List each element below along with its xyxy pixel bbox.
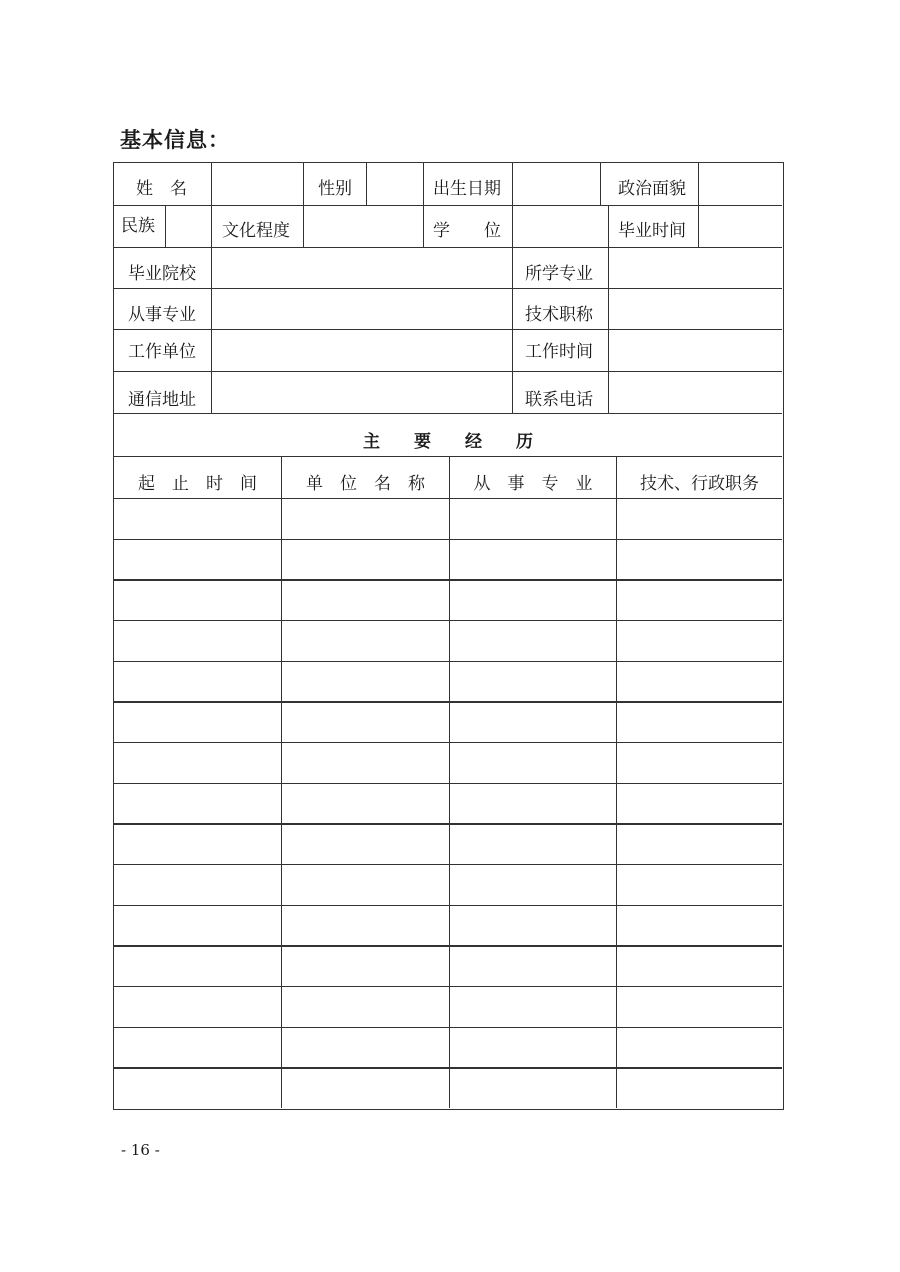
unit-name-cell[interactable] bbox=[283, 866, 448, 903]
degree-field[interactable] bbox=[513, 206, 607, 246]
phone-label: 联系电话 bbox=[525, 390, 593, 410]
unit-name-cell[interactable] bbox=[283, 703, 448, 740]
profession-cell[interactable] bbox=[451, 663, 615, 700]
profession-cell[interactable] bbox=[451, 947, 615, 984]
profession-label: 从事专业 bbox=[128, 305, 196, 325]
unit-name-cell[interactable] bbox=[283, 988, 448, 1025]
experience-heading: 主 要 经 历 bbox=[363, 432, 533, 452]
position-cell[interactable] bbox=[618, 988, 780, 1025]
profession-cell[interactable] bbox=[451, 866, 615, 903]
period-cell[interactable] bbox=[115, 907, 280, 944]
position-cell[interactable] bbox=[618, 947, 780, 984]
period-cell[interactable] bbox=[115, 581, 280, 618]
unit-name-cell[interactable] bbox=[283, 785, 448, 822]
major-field[interactable] bbox=[609, 248, 781, 287]
position-cell[interactable] bbox=[618, 622, 780, 659]
period-cell[interactable] bbox=[115, 703, 280, 740]
work-time-field[interactable] bbox=[609, 330, 781, 370]
column-header-profession: 从 事 专 业 bbox=[473, 474, 593, 494]
period-cell[interactable] bbox=[115, 785, 280, 822]
period-cell[interactable] bbox=[115, 1069, 280, 1106]
technical-title-label: 技术职称 bbox=[525, 305, 593, 325]
education-field[interactable] bbox=[304, 206, 422, 246]
major-label: 所学专业 bbox=[525, 264, 593, 284]
political-status-field[interactable] bbox=[699, 164, 781, 204]
unit-name-cell[interactable] bbox=[283, 1069, 448, 1106]
graduation-time-label: 毕业时间 bbox=[618, 221, 686, 241]
page-number: - 16 - bbox=[121, 1141, 160, 1159]
school-field[interactable] bbox=[212, 248, 511, 287]
name-field[interactable] bbox=[212, 164, 302, 204]
work-unit-label: 工作单位 bbox=[128, 342, 196, 362]
period-cell[interactable] bbox=[115, 500, 280, 537]
profession-cell[interactable] bbox=[451, 541, 615, 578]
position-cell[interactable] bbox=[618, 581, 780, 618]
unit-name-cell[interactable] bbox=[283, 663, 448, 700]
unit-name-cell[interactable] bbox=[283, 907, 448, 944]
period-cell[interactable] bbox=[115, 825, 280, 862]
profession-cell[interactable] bbox=[451, 703, 615, 740]
profession-cell[interactable] bbox=[451, 907, 615, 944]
unit-name-cell[interactable] bbox=[283, 581, 448, 618]
school-label: 毕业院校 bbox=[128, 264, 196, 284]
period-cell[interactable] bbox=[115, 1029, 280, 1066]
graduation-time-field[interactable] bbox=[699, 206, 781, 246]
unit-name-cell[interactable] bbox=[283, 541, 448, 578]
political-status-label: 政治面貌 bbox=[618, 179, 686, 199]
profession-cell[interactable] bbox=[451, 622, 615, 659]
position-cell[interactable] bbox=[618, 663, 780, 700]
period-cell[interactable] bbox=[115, 947, 280, 984]
name-label: 姓 名 bbox=[136, 179, 187, 199]
position-cell[interactable] bbox=[618, 1029, 780, 1066]
technical-title-field[interactable] bbox=[609, 289, 781, 328]
profession-cell[interactable] bbox=[451, 988, 615, 1025]
profession-cell[interactable] bbox=[451, 744, 615, 781]
position-cell[interactable] bbox=[618, 907, 780, 944]
profession-cell[interactable] bbox=[451, 581, 615, 618]
work-unit-field[interactable] bbox=[212, 330, 511, 370]
column-header-period: 起 止 时 间 bbox=[138, 474, 257, 494]
period-cell[interactable] bbox=[115, 744, 280, 781]
birth-date-field[interactable] bbox=[513, 164, 599, 204]
position-cell[interactable] bbox=[618, 703, 780, 740]
column-header-unit-name: 单 位 名 称 bbox=[306, 474, 425, 494]
period-cell[interactable] bbox=[115, 541, 280, 578]
phone-field[interactable] bbox=[609, 372, 781, 412]
position-cell[interactable] bbox=[618, 500, 780, 537]
position-cell[interactable] bbox=[618, 1069, 780, 1106]
position-cell[interactable] bbox=[618, 541, 780, 578]
unit-name-cell[interactable] bbox=[283, 500, 448, 537]
unit-name-cell[interactable] bbox=[283, 622, 448, 659]
section-title: 基本信息： bbox=[120, 128, 230, 152]
education-label: 文化程度 bbox=[222, 221, 290, 241]
profession-cell[interactable] bbox=[451, 1069, 615, 1106]
unit-name-cell[interactable] bbox=[283, 744, 448, 781]
profession-cell[interactable] bbox=[451, 785, 615, 822]
position-cell[interactable] bbox=[618, 744, 780, 781]
position-cell[interactable] bbox=[618, 866, 780, 903]
birth-date-label: 出生日期 bbox=[433, 179, 501, 199]
ethnicity-field[interactable] bbox=[166, 206, 210, 246]
profession-cell[interactable] bbox=[451, 825, 615, 862]
work-time-label: 工作时间 bbox=[525, 342, 593, 362]
unit-name-cell[interactable] bbox=[283, 947, 448, 984]
gender-label: 性别 bbox=[318, 179, 352, 199]
address-label: 通信地址 bbox=[128, 390, 196, 410]
position-cell[interactable] bbox=[618, 825, 780, 862]
profession-cell[interactable] bbox=[451, 500, 615, 537]
position-cell[interactable] bbox=[618, 785, 780, 822]
period-cell[interactable] bbox=[115, 663, 280, 700]
degree-label: 学 位 bbox=[433, 221, 501, 241]
profession-cell[interactable] bbox=[451, 1029, 615, 1066]
period-cell[interactable] bbox=[115, 622, 280, 659]
period-cell[interactable] bbox=[115, 866, 280, 903]
unit-name-cell[interactable] bbox=[283, 825, 448, 862]
ethnicity-label: 民族 bbox=[121, 216, 155, 236]
unit-name-cell[interactable] bbox=[283, 1029, 448, 1066]
basic-info-form bbox=[113, 162, 784, 1110]
period-cell[interactable] bbox=[115, 988, 280, 1025]
column-header-position: 技术、行政职务 bbox=[640, 474, 759, 494]
address-field[interactable] bbox=[212, 372, 511, 412]
gender-field[interactable] bbox=[367, 164, 422, 204]
profession-field[interactable] bbox=[212, 289, 511, 328]
